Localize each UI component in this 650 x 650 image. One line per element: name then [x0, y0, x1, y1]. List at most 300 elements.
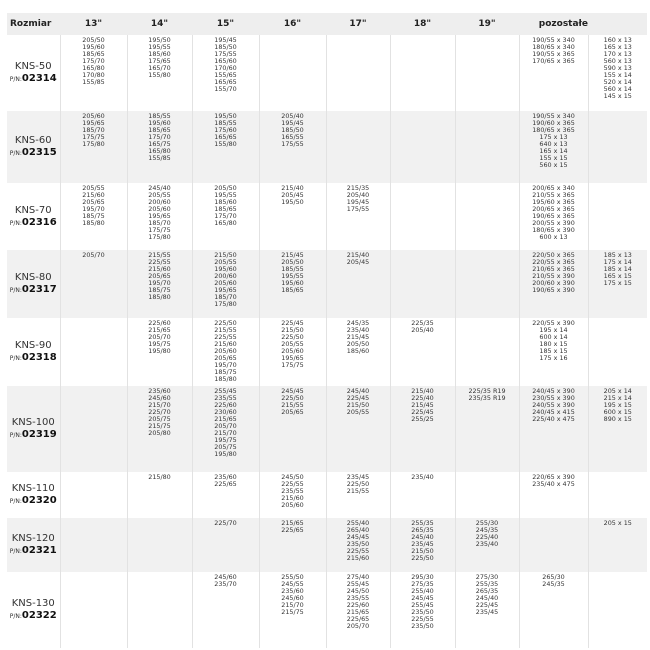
tire-size: 185/60	[214, 198, 237, 206]
tire-size: 255/25	[411, 415, 434, 423]
tire-size: 185/55	[148, 112, 171, 120]
size-cell	[519, 111, 588, 183]
tire-size: 225/40 x 475	[532, 415, 575, 423]
tire-size: 195/45	[281, 119, 304, 127]
tire-size: 275/30	[475, 573, 499, 581]
size-cell	[455, 35, 519, 111]
size-cell	[326, 35, 390, 111]
tire-size: 225/65	[214, 480, 237, 488]
size-cell	[127, 250, 192, 318]
size-cell	[455, 572, 519, 648]
header-size-13: 13"	[60, 13, 127, 35]
tire-size: 185/65	[214, 205, 237, 213]
tire-size: 155/70	[214, 85, 237, 93]
tire-size: 230/55 x 390	[532, 394, 575, 402]
part-number-prefix: P/N:	[9, 150, 22, 157]
model-cell	[7, 386, 60, 472]
tire-size: 165 x 13	[603, 43, 632, 51]
size-cell	[259, 183, 326, 250]
size-cell	[390, 572, 455, 648]
tire-size: 235/35 R19	[468, 394, 506, 402]
tire-size: 195/65	[82, 119, 105, 127]
tire-size: 185/80	[82, 219, 105, 227]
size-cell	[192, 35, 259, 111]
tire-size: 185/70	[82, 126, 105, 134]
tire-size: 215/65	[214, 415, 237, 423]
tire-size: 205/40	[346, 191, 370, 199]
tire-size: 165/80	[82, 64, 105, 72]
tire-size: 190/55 x 365	[532, 50, 575, 58]
model-name: KNS-90	[14, 340, 52, 351]
tire-size: 205/60	[214, 347, 237, 355]
tire-size: 200/65 x 340	[532, 184, 575, 192]
tire-size: 205/55	[214, 258, 237, 266]
tire-size: 195/60	[82, 43, 105, 51]
tire-size: 195/65	[214, 286, 237, 294]
header-size-16: 16"	[259, 13, 326, 35]
size-cell	[60, 572, 127, 648]
tire-size: 185 x 14	[603, 265, 632, 273]
tire-size: 215/45	[281, 251, 304, 259]
tire-size: 210/55 x 365	[532, 191, 575, 199]
tire-size: 245/45	[281, 387, 304, 395]
header-size-17: 17"	[326, 13, 390, 35]
tire-size: 175/75	[148, 226, 171, 234]
part-number-prefix: P/N:	[9, 613, 22, 620]
tire-size: 205/60	[281, 501, 304, 509]
part-number	[7, 352, 60, 364]
tire-size: 195/50	[148, 36, 171, 44]
tire-size: 225/35	[411, 319, 434, 327]
tire-size: 185/80	[214, 375, 237, 383]
model-cell	[7, 518, 60, 572]
tire-size: 205/55	[346, 408, 370, 416]
tire-size: 185/55	[281, 265, 304, 273]
tire-size: 560 x 13	[603, 57, 632, 65]
part-number-prefix: P/N:	[9, 219, 22, 227]
tire-size: 195/70	[82, 205, 105, 213]
size-cell	[390, 386, 455, 472]
tire-size: 600 x 15	[603, 408, 632, 416]
tire-size: 195/45	[214, 36, 237, 44]
tire-size: 205/50	[346, 340, 370, 348]
tire-size: 215/65	[148, 326, 171, 334]
tire-size: 240/45 x 415	[532, 408, 575, 416]
tire-size: 255/45	[346, 580, 370, 588]
tire-size: 165/70	[148, 64, 171, 72]
tire-size: 195/80	[148, 347, 171, 355]
model-name: KNS-130	[11, 598, 55, 609]
tire-size: 245/50	[346, 587, 370, 595]
size-cell	[519, 35, 588, 111]
tire-size: 245/45	[411, 594, 434, 602]
tire-size: 235/50	[346, 540, 370, 548]
size-cell	[326, 386, 390, 472]
tire-size: 205/60	[281, 347, 304, 355]
tire-size: 235/40	[411, 473, 434, 481]
table-header	[7, 13, 647, 35]
tire-size: 195 x 15	[603, 401, 632, 409]
tire-size: 180/65 x 390	[532, 226, 575, 234]
model-name: KNS-60	[14, 135, 52, 146]
tire-size: 205/55	[148, 191, 171, 199]
tire-size: 205 x 14	[603, 387, 632, 395]
tire-size: 245/60	[148, 394, 171, 402]
tire-size: 205/60	[82, 112, 105, 120]
tire-size: 175/55	[281, 140, 304, 148]
tire-size: 215/40	[411, 387, 434, 395]
tire-size: 215/35	[346, 184, 370, 192]
tire-size: 170/80	[82, 71, 105, 79]
size-cell	[390, 250, 455, 318]
tire-size: 175/75	[281, 361, 304, 369]
tire-size: 200/65 x 365	[532, 205, 575, 213]
size-cell	[259, 472, 326, 518]
tire-size: 215/65	[346, 608, 370, 616]
tire-size: 185/70	[214, 293, 237, 301]
table-row	[7, 572, 647, 648]
tire-size: 165/55	[281, 133, 304, 141]
part-number	[7, 284, 60, 296]
tire-size: 155/65	[214, 71, 237, 79]
tire-size: 145 x 15	[603, 92, 632, 100]
size-cell	[588, 518, 647, 572]
tire-size: 195/80	[214, 450, 237, 458]
tire-size: 155/80	[148, 71, 171, 79]
part-number-value: 02316	[21, 216, 57, 228]
model-name: KNS-110	[11, 483, 55, 494]
part-number	[7, 147, 60, 159]
tire-size: 155/80	[214, 140, 237, 148]
tire-size: 200/60	[148, 198, 171, 206]
part-number-value: 02321	[21, 545, 57, 556]
tire-size: 215 x 14	[603, 394, 632, 402]
tire-size: 200/60 x 390	[532, 279, 575, 287]
size-cell	[127, 472, 192, 518]
size-cell	[259, 572, 326, 648]
tire-size: 205/65	[148, 272, 171, 280]
tire-size: 215/65	[281, 519, 304, 527]
tire-size: 295/30	[411, 573, 434, 581]
table-row	[7, 250, 647, 318]
tire-size: 175/65	[148, 57, 171, 65]
tire-size: 170 x 13	[603, 50, 632, 58]
tire-size: 235/55	[281, 487, 304, 495]
tire-size: 640 x 13	[539, 140, 568, 148]
tire-size: 235/55	[346, 594, 370, 602]
tire-size: 205/65	[82, 198, 105, 206]
tire-size: 185/80	[148, 293, 171, 301]
tire-size: 215/60	[82, 191, 105, 199]
tire-size: 215/40	[346, 251, 370, 259]
tire-size: 255/30	[475, 519, 499, 527]
tire-size: 175/80	[82, 140, 105, 148]
tire-size: 195/75	[214, 436, 237, 444]
model-cell	[7, 318, 60, 386]
tire-size: 600 x 13	[539, 233, 568, 241]
tire-size: 215/75	[148, 422, 171, 430]
part-number-value: 02315	[21, 147, 57, 158]
size-cell	[259, 386, 326, 472]
tire-size: 185/60	[346, 347, 370, 355]
tire-size: 205/70	[148, 333, 171, 341]
tire-size: 185/65	[148, 126, 171, 134]
tire-size: 210/65 x 365	[532, 265, 575, 273]
table-row	[7, 318, 647, 386]
model-name: KNS-80	[14, 272, 52, 283]
tire-size: 195/50	[281, 198, 304, 206]
part-number	[7, 610, 60, 622]
part-number-value: 02317	[21, 284, 57, 295]
size-cell	[326, 250, 390, 318]
tire-size: 225/35 R19	[468, 387, 506, 395]
part-number-value: 02318	[21, 352, 57, 363]
tire-size: 205/70	[346, 622, 370, 630]
tire-size: 265/40	[346, 526, 370, 534]
tire-size: 195/60	[148, 119, 171, 127]
part-number-value: 02322	[21, 610, 57, 621]
tire-size: 170/65 x 365	[532, 57, 575, 65]
tire-size: 235/70	[214, 580, 237, 588]
tire-size: 220/50 x 365	[532, 251, 575, 259]
tire-size: 205/50	[281, 258, 304, 266]
tire-size: 235/55	[214, 394, 237, 402]
size-cell	[455, 111, 519, 183]
size-cell	[326, 518, 390, 572]
size-cell	[60, 472, 127, 518]
tire-size: 195/60	[281, 279, 304, 287]
tire-size: 185/70	[148, 219, 171, 227]
tire-size: 215/45	[411, 401, 434, 409]
size-cell	[192, 111, 259, 183]
size-cell	[192, 518, 259, 572]
tire-size: 245/35	[475, 526, 499, 534]
tire-size: 205/75	[148, 415, 171, 423]
part-number	[7, 217, 60, 229]
size-cell	[588, 386, 647, 472]
part-number-prefix: P/N:	[9, 355, 22, 362]
tire-size: 225/40	[475, 533, 499, 541]
tire-size: 215/75	[281, 608, 304, 616]
size-cell	[127, 318, 192, 386]
tire-chain-size-table	[7, 13, 647, 650]
part-number	[7, 495, 60, 507]
tire-size: 205/45	[281, 191, 304, 199]
tire-size: 175 x 16	[539, 354, 568, 362]
tire-size: 520 x 14	[603, 78, 632, 86]
tire-size: 175/55	[214, 50, 237, 58]
tire-size: 165/60	[214, 57, 237, 65]
size-cell	[326, 318, 390, 386]
tire-size: 190/55 x 340	[532, 112, 575, 120]
size-cell	[455, 472, 519, 518]
size-cell	[192, 572, 259, 648]
model-name: KNS-70	[14, 204, 52, 216]
tire-size: 175/70	[148, 133, 171, 141]
tire-size: 225/60	[346, 601, 370, 609]
tire-size: 235/50	[411, 608, 434, 616]
header-other-part2	[588, 13, 647, 35]
tire-size: 180 x 15	[539, 340, 568, 348]
tire-size: 245/45	[346, 533, 370, 541]
tire-size: 175/55	[346, 205, 370, 213]
size-cell	[259, 318, 326, 386]
tire-size: 180/65 x 340	[532, 43, 575, 51]
table-row	[7, 35, 647, 111]
table-row	[7, 472, 647, 518]
tire-size: 165 x 14	[539, 147, 568, 155]
tire-size: 195/55	[281, 272, 304, 280]
size-cell	[326, 111, 390, 183]
size-cell	[127, 183, 192, 250]
tire-size: 205/60	[214, 279, 237, 287]
tire-size: 590 x 13	[603, 64, 632, 72]
tire-size: 220/65 x 390	[532, 473, 575, 481]
part-number	[7, 545, 60, 557]
tire-size: 215/45	[346, 333, 370, 341]
size-cell	[455, 318, 519, 386]
size-cell	[60, 518, 127, 572]
tire-size: 215/60	[214, 340, 237, 348]
size-cell	[588, 35, 647, 111]
part-number-prefix: P/N:	[9, 498, 22, 505]
tire-size: 225/45	[475, 601, 499, 609]
model-cell	[7, 472, 60, 518]
tire-size: 215/55	[148, 251, 171, 259]
size-cell	[455, 518, 519, 572]
size-cell	[588, 183, 647, 250]
tire-size: 195/60 x 365	[532, 198, 575, 206]
tire-size: 240/55 x 390	[532, 401, 575, 409]
size-cell	[588, 572, 647, 648]
tire-size: 155 x 14	[603, 71, 632, 79]
tire-size: 600 x 14	[539, 333, 568, 341]
tire-size: 220/55 x 365	[532, 258, 575, 266]
size-cell	[519, 518, 588, 572]
tire-size: 215/60	[346, 554, 370, 562]
tire-size: 215/55	[281, 401, 304, 409]
model-cell	[7, 250, 60, 318]
size-cell	[390, 318, 455, 386]
tire-size: 245/35	[542, 580, 565, 588]
tire-size: 225/55	[281, 480, 304, 488]
tire-size: 560 x 14	[603, 85, 632, 93]
tire-size: 205/50	[82, 36, 105, 44]
table-row	[7, 518, 647, 572]
model-name: KNS-50	[14, 61, 52, 72]
tire-size: 255/45	[411, 601, 434, 609]
tire-size: 185/75	[82, 212, 105, 220]
header-size-14: 14"	[127, 13, 192, 35]
size-cell	[519, 472, 588, 518]
tire-size: 205/60	[148, 205, 171, 213]
size-cell	[519, 386, 588, 472]
tire-size: 165/65	[214, 133, 237, 141]
tire-size: 205/55	[281, 340, 304, 348]
tire-size: 215/50	[346, 401, 370, 409]
size-cell	[259, 518, 326, 572]
tire-size: 175/80	[214, 300, 237, 308]
tire-size: 195/75	[148, 340, 171, 348]
tire-size: 185/60	[148, 50, 171, 58]
size-cell	[192, 183, 259, 250]
size-cell	[390, 518, 455, 572]
tire-size: 245/60	[281, 594, 304, 602]
tire-size: 225/55	[346, 547, 370, 555]
tire-size: 185/50	[281, 126, 304, 134]
tire-size: 175 x 15	[603, 279, 632, 287]
size-cell	[390, 183, 455, 250]
tire-size: 245/40	[411, 533, 434, 541]
tire-size: 215/50	[214, 251, 237, 259]
tire-size: 185/75	[214, 368, 237, 376]
tire-size: 165/80	[148, 147, 171, 155]
tire-size: 225/50	[346, 480, 370, 488]
size-cell	[60, 35, 127, 111]
tire-size: 560 x 15	[539, 161, 568, 169]
tire-size: 215/55	[346, 487, 370, 495]
tire-size: 195/45	[346, 198, 370, 206]
size-cell	[455, 250, 519, 318]
tire-size: 225/50	[281, 394, 304, 402]
tire-size: 195/55	[148, 43, 171, 51]
tire-size: 205/80	[148, 429, 171, 437]
size-cell	[588, 318, 647, 386]
tire-size: 170/60	[214, 64, 237, 72]
tire-size: 255/35	[475, 580, 499, 588]
tire-size: 225/50	[411, 554, 434, 562]
size-cell	[259, 111, 326, 183]
tire-size: 245/35	[346, 319, 370, 327]
header-other: pozostałe	[538, 19, 588, 29]
model-name: KNS-100	[11, 417, 55, 428]
tire-size: 185 x 13	[603, 251, 632, 259]
size-cell	[127, 572, 192, 648]
tire-size: 195/55	[214, 191, 237, 199]
part-number-prefix: P/N:	[9, 548, 22, 555]
tire-size: 205/50	[214, 184, 237, 192]
tire-size: 200/60	[214, 272, 237, 280]
model-cell	[7, 111, 60, 183]
tire-size: 195/60	[214, 265, 237, 273]
tire-size: 265/35	[411, 526, 434, 534]
tire-size: 225/45	[411, 408, 434, 416]
size-cell	[259, 35, 326, 111]
tire-size: 185 x 15	[539, 347, 568, 355]
tire-size: 220/55 x 390	[532, 319, 575, 327]
tire-size: 215/60	[281, 494, 304, 502]
tire-size: 165/75	[148, 140, 171, 148]
tire-size: 255/35	[411, 519, 434, 527]
part-number	[7, 73, 60, 85]
size-cell	[588, 111, 647, 183]
model-name: KNS-120	[11, 533, 55, 544]
table-row	[7, 183, 647, 250]
size-cell	[60, 386, 127, 472]
tire-size: 275/35	[411, 580, 434, 588]
size-cell	[127, 386, 192, 472]
tire-size: 205/55	[82, 184, 105, 192]
size-cell	[192, 472, 259, 518]
tire-size: 215/70	[214, 429, 237, 437]
tire-size: 255/40	[346, 519, 370, 527]
tire-size: 225/55	[148, 258, 171, 266]
tire-size: 225/65	[281, 526, 304, 534]
tire-size: 225/50	[281, 333, 304, 341]
tire-size: 155 x 15	[539, 154, 568, 162]
tire-size: 195 x 14	[539, 326, 568, 334]
tire-size: 195/70	[148, 279, 171, 287]
